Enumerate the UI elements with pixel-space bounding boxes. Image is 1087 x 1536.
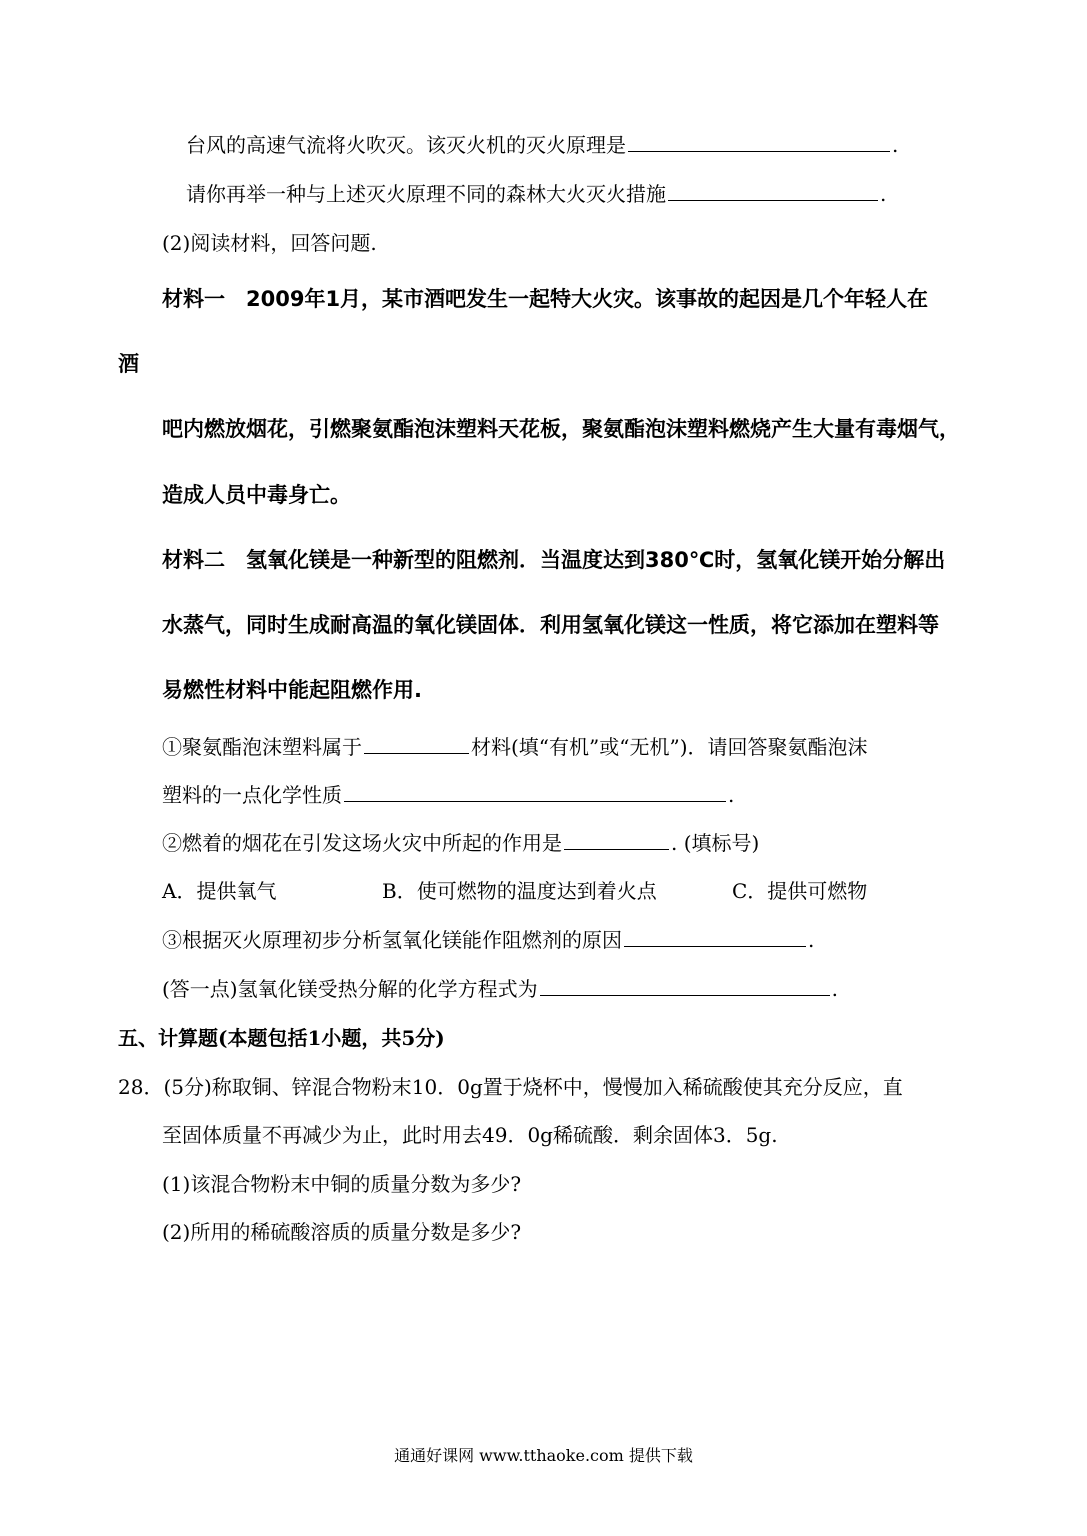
question-1-line-a	[162, 733, 868, 761]
options-line	[162, 877, 867, 905]
question-2-line	[162, 829, 759, 857]
question-3b-text: (答一点)氢氧化镁受热分解的化学方程式为	[162, 977, 538, 1001]
line-2-end: .	[880, 182, 887, 206]
option-a: A．提供氧气	[162, 879, 277, 903]
question-2-text-end: . (填标号)	[671, 831, 760, 855]
problem-28-question-2: (2)所用的稀硫酸溶质的质量分数是多少?	[162, 1220, 522, 1244]
material-1-line-a: 材料一 2009年1月，某市酒吧发生一起特大火灾。该事故的起因是几个年轻人在	[162, 287, 929, 311]
problem-28-line-a: 28．(5分)称取铜、锌混合物粉末10．0g置于烧杯中，慢慢加入稀硫酸使其充分反应，直	[118, 1075, 903, 1099]
answer-blank-7	[540, 975, 830, 996]
text-line-1	[186, 131, 898, 159]
answer-blank-6	[624, 926, 806, 947]
answer-blank-4	[344, 781, 726, 802]
subquestion-2-heading: (2)阅读材料，回答问题.	[162, 231, 377, 255]
answer-blank-2	[668, 180, 878, 201]
option-c: C．提供可燃物	[732, 879, 868, 903]
question-1-text-b-end: .	[728, 783, 735, 807]
question-2-text: ②燃着的烟花在引发这场火灾中所起的作用是	[162, 831, 562, 855]
line-1-text: 台风的高速气流将火吹灭。该灭火机的灭火原理是	[186, 133, 626, 157]
question-1-text-a: ①聚氨酯泡沫塑料属于	[162, 735, 362, 759]
material-1-line-c: 吧内燃放烟花，引燃聚氨酯泡沫塑料天花板，聚氨酯泡沫塑料燃烧产生大量有毒烟气，	[162, 417, 960, 441]
problem-28-line-b: 至固体质量不再减少为止，此时用去49．0g稀硫酸．剩余固体3．5g.	[162, 1123, 778, 1147]
option-b: B．使可燃物的温度达到着火点	[382, 879, 657, 903]
page-footer: 通通好课网 www.tthaoke.com 提供下载	[394, 1446, 693, 1465]
line-1-end: .	[892, 133, 899, 157]
answer-blank-3	[364, 733, 469, 754]
answer-blank-5	[564, 829, 669, 850]
question-1-text-a-end: 材料(填“有机”或“无机”)．请回答聚氨酯泡沫	[471, 735, 868, 759]
material-1-line-d: 造成人员中毒身亡。	[162, 483, 351, 507]
problem-28-question-1: (1)该混合物粉末中铜的质量分数为多少?	[162, 1172, 522, 1196]
material-2-line-b: 水蒸气，同时生成耐高温的氧化镁固体．利用氢氧化镁这一性质，将它添加在塑料等	[162, 613, 939, 637]
question-3-line	[162, 926, 814, 954]
question-3-text: ③根据灭火原理初步分析氢氧化镁能作阻燃剂的原因	[162, 928, 622, 952]
question-1-line-b	[162, 781, 734, 809]
question-3b-text-end: .	[831, 977, 838, 1001]
answer-blank-1	[628, 131, 890, 152]
question-1-text-b: 塑料的一点化学性质	[162, 783, 342, 807]
material-2-line-c: 易燃性材料中能起阻燃作用.	[162, 678, 422, 702]
material-1-line-b: 酒	[118, 352, 139, 376]
text-line-2	[186, 180, 886, 208]
question-3b-line	[162, 975, 838, 1003]
material-2-line-a: 材料二 氢氧化镁是一种新型的阻燃剂．当温度达到380℃时，氢氧化镁开始分解出	[162, 548, 946, 572]
section-5-heading: 五、计算题(本题包括1小题，共5分)	[118, 1026, 445, 1050]
question-3-text-end: .	[808, 928, 815, 952]
line-2-text: 请你再举一种与上述灭火原理不同的森林大火灭火措施	[186, 182, 666, 206]
